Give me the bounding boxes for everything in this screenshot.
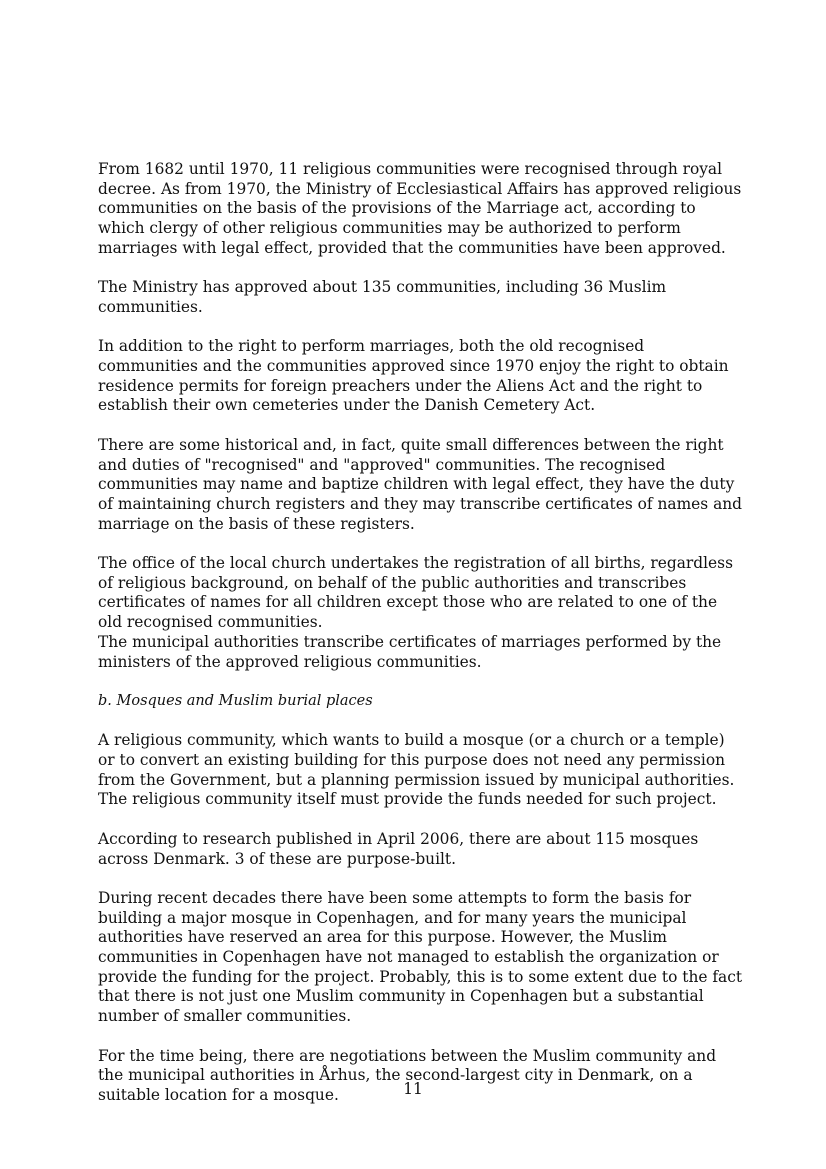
paragraph-birth-registration: The office of the local church undertakes the registration of all births, regardless of religious background, on behalf of the public authorities and transcribes certificates of names for all children except those who are related to one of the old recognised communities. xyxy=(98,554,733,632)
paragraph-approved-count: The Ministry has approved about 135 communities, including 36 Muslim communities. xyxy=(98,278,667,316)
paragraph-building-permission: A religious community, which wants to build a mosque (or a church or a temple) or to convert an existing building for this purpose does not need any permission from the Government, but a planning permission issued by municipal authorities. The religious community itself must provide the funds needed for such project. xyxy=(98,731,735,809)
page-body xyxy=(98,160,743,1125)
paragraph-copenhagen-mosque: During recent decades there have been some attempts to form the basis for building a major mosque in Copenhagen, and for many years the municipal authorities have reserved an area for this purpose. However, the Muslim communities in Copenhagen have not managed to establish the organization or provide the funding for the project. Probably, this is to some extent due to the fact that there is not just one Muslim community in Copenhagen but a substantial number of smaller communities. xyxy=(98,888,743,1026)
paragraph-arhus-negotiations: For the time being, there are negotiations between the Muslim community and the municipal authorities in Århus, the second-largest city in Denmark, on a suitable location for a mosque. xyxy=(98,1046,717,1104)
paragraph-mosque-count: According to research published in April 2006, there are about 115 mosques across Denmark. 3 of these are purpose-built. xyxy=(98,829,699,868)
paragraph-recognised-vs-approved: There are some historical and, in fact, quite small differences between the right and duties of "recognised" and "approved" communities. The recognised communities may name and baptize children with legal effect, they have the duty of maintaining church registers and they may transcribe certificates of names and marriage on the basis of these registers. xyxy=(98,435,743,533)
page-number: 11 xyxy=(403,1080,423,1098)
paragraph-marriage-certificates: The municipal authorities transcribe certificates of marriages performed by the ministers of the approved religious communities. xyxy=(98,632,722,671)
paragraph-community-rights: In addition to the right to perform marriages, both the old recognised communities and the communities approved since 1970 enjoy the right to obtain residence permits for foreign preachers under the Aliens Act and the right to establish their own cemeteries under the Danish Cemetery Act. xyxy=(98,337,729,415)
paragraph-recognition-history: From 1682 until 1970, 11 religious communities were recognised through royal decree. As from 1970, the Ministry of Ecclesiastical Affairs has approved religious communities on the basis of the provisions of the Marriage act, according to which clergy of other religious communities may be authorized to perform marriages with legal effect, provided that the communities have been approved. xyxy=(98,160,742,257)
section-subheading: b. Mosques and Muslim burial places xyxy=(98,692,373,709)
